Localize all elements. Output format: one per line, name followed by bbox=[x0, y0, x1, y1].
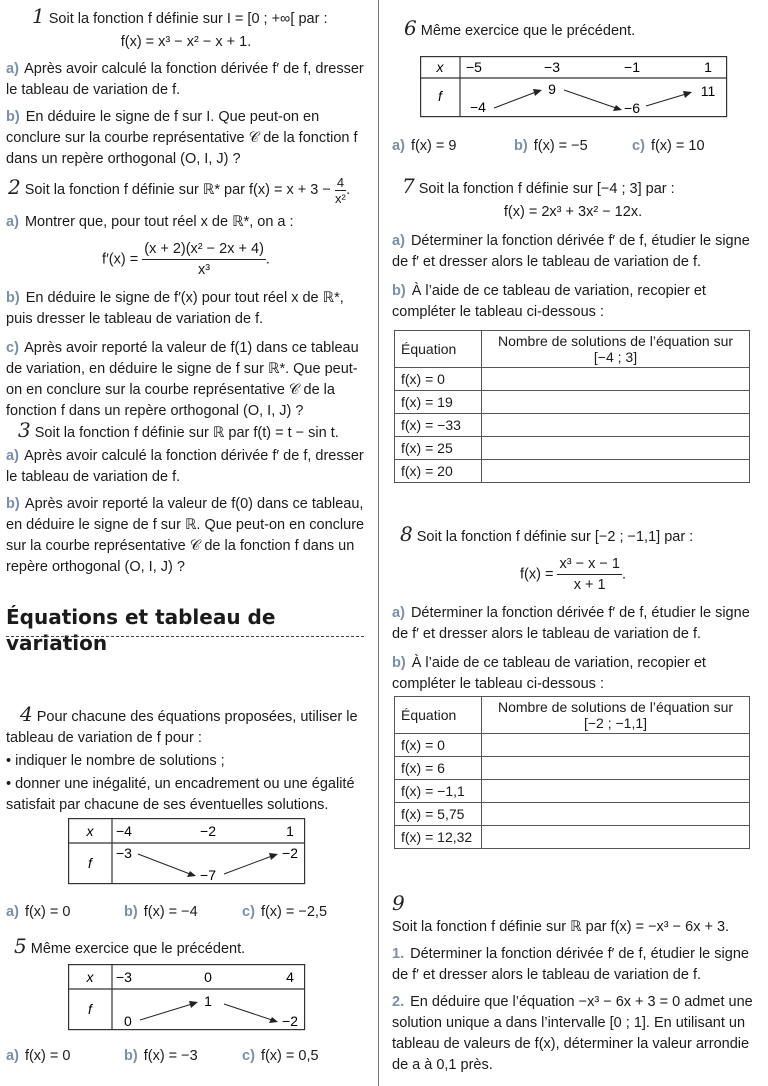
numerator: 4 bbox=[336, 174, 345, 190]
table-row bbox=[395, 803, 750, 826]
exercise-8 bbox=[392, 524, 754, 695]
exercise-intro: Soit la fonction f définie sur ℝ par f(t) = t − sin t. bbox=[34, 425, 339, 441]
exercise-3 bbox=[6, 420, 366, 578]
exercise-number: 8 bbox=[400, 522, 413, 546]
question-label: b) bbox=[392, 283, 406, 299]
question-label: b) bbox=[6, 109, 20, 125]
f-value: −7 bbox=[200, 867, 216, 883]
answer-equation: f(x) = 9 bbox=[410, 138, 457, 154]
answer-a bbox=[6, 902, 70, 923]
answer-cell[interactable] bbox=[482, 803, 750, 826]
table-cell: f(x) = 12,32 bbox=[395, 826, 482, 849]
exercise-number: 6 bbox=[404, 16, 417, 40]
bullet-item: • indiquer le nombre de solutions ; bbox=[6, 753, 225, 769]
question-label: b) bbox=[6, 496, 20, 512]
numerator: (x + 2)(x² − 2x + 4) bbox=[142, 239, 266, 260]
arrow-head bbox=[533, 89, 542, 96]
table-header: Équation bbox=[395, 331, 482, 368]
answer-equation: f(x) = −4 bbox=[143, 904, 198, 920]
f-value: −3 bbox=[116, 845, 132, 861]
f-value: −4 bbox=[470, 99, 486, 115]
table-header: Équation bbox=[395, 697, 482, 734]
answer-label: a) bbox=[392, 138, 405, 154]
answer-c bbox=[242, 902, 327, 923]
table-cell: f(x) = 25 bbox=[395, 437, 482, 460]
arrow-head bbox=[187, 871, 196, 877]
question-label: a) bbox=[6, 61, 19, 77]
variation-table bbox=[420, 56, 730, 120]
f-label: f bbox=[438, 88, 442, 104]
exercise-intro: Soit la fonction f définie sur I = [0 ; +∞[ par : bbox=[48, 11, 328, 27]
exercise-intro: Soit la fonction f définie sur ℝ* par f(x) = x + 3 − bbox=[24, 182, 331, 198]
answer-label: a) bbox=[6, 1048, 19, 1064]
x-value: −2 bbox=[200, 823, 216, 839]
exercise-number: 4 bbox=[20, 702, 33, 726]
table-row bbox=[395, 826, 750, 849]
f-value: −2 bbox=[282, 1013, 298, 1029]
solutions-table bbox=[394, 696, 750, 849]
table-cell: f(x) = 19 bbox=[395, 391, 482, 414]
question-label: a) bbox=[392, 233, 405, 249]
variation-arrow bbox=[224, 856, 272, 874]
section-separator bbox=[6, 636, 364, 637]
fraction bbox=[142, 239, 266, 280]
answer-label: a) bbox=[6, 904, 19, 920]
answer-cell[interactable] bbox=[482, 368, 750, 391]
x-value: 1 bbox=[704, 59, 712, 75]
answer-a bbox=[392, 136, 456, 157]
question-label: a) bbox=[392, 605, 405, 621]
table-row bbox=[395, 414, 750, 437]
fraction bbox=[335, 175, 346, 206]
table-row bbox=[395, 368, 750, 391]
question-text: En déduire que l’équation −x³ − 6x + 3 = 0 admet une solution unique a dans l’intervalle [0 ; 1]. En utilisant un tableau de valeurs de f(x), déterminer la valeur arrondie de a à 0,1 près. bbox=[392, 994, 753, 1073]
arrow-head bbox=[683, 91, 692, 98]
exercise-6 bbox=[404, 18, 635, 42]
punctuation: . bbox=[265, 251, 270, 268]
answer-label: c) bbox=[242, 904, 255, 920]
question-text: À l’aide de ce tableau de variation, recopier et compléter le tableau ci-dessous : bbox=[392, 655, 706, 692]
variation-arrow bbox=[494, 92, 536, 108]
f-value: −2 bbox=[282, 845, 298, 861]
question-text: Déterminer la fonction dérivée f′ de f, étudier le signe de f′ et dresser alors le tableau de variation de f. bbox=[392, 605, 750, 642]
table-cell: f(x) = −1,1 bbox=[395, 780, 482, 803]
answer-equation: f(x) = 10 bbox=[650, 138, 705, 154]
answer-label: b) bbox=[514, 138, 528, 154]
variation-arrow bbox=[564, 90, 616, 108]
exercise-number: 5 bbox=[14, 934, 27, 958]
table-cell: f(x) = −33 bbox=[395, 414, 482, 437]
variation-table bbox=[68, 818, 308, 886]
exercise-intro: Soit la fonction f définie sur [−4 ; 3] par : bbox=[418, 181, 675, 197]
exercise-intro: Soit la fonction f définie sur ℝ par f(x) = −x³ − 6x + 3. bbox=[392, 919, 730, 935]
answer-equation: f(x) = 0,5 bbox=[260, 1048, 319, 1064]
x-value: −1 bbox=[624, 59, 640, 75]
question-text: En déduire le signe de f′(x) pour tout réel x de ℝ*, puis dresser le tableau de variation de f. bbox=[6, 289, 344, 327]
x-value: 4 bbox=[286, 969, 294, 985]
question-label: b) bbox=[6, 289, 20, 306]
answer-equation: f(x) = −2,5 bbox=[260, 904, 328, 920]
question-text: Après avoir reporté la valeur de f(0) dans ce tableau, en déduire le signe de f sur ℝ. Que peut-on en conclure sur la courbe représentative 𝒞 de la fonction f dans un repère orthogonal (O, I, J) ? bbox=[6, 496, 365, 575]
exercise-9 bbox=[392, 892, 754, 1076]
answer-cell[interactable] bbox=[482, 734, 750, 757]
arrow-head bbox=[269, 1017, 278, 1023]
answer-cell[interactable] bbox=[482, 391, 750, 414]
question-text: Déterminer la fonction dérivée f′ de f, étudier le signe de f′ et dresser alors le tableau de variation de f. bbox=[392, 946, 749, 983]
x-label: x bbox=[86, 823, 94, 839]
exercise-7 bbox=[392, 176, 754, 323]
table-cell: f(x) = 6 bbox=[395, 757, 482, 780]
table-row bbox=[395, 460, 750, 483]
table-row bbox=[395, 734, 750, 757]
exercise-intro: Même exercice que le précédent. bbox=[420, 23, 636, 39]
exercise-2 bbox=[6, 172, 366, 422]
answer-cell[interactable] bbox=[482, 826, 750, 849]
question-label: a) bbox=[6, 213, 19, 230]
f-label: f bbox=[88, 1001, 92, 1017]
denominator: x³ bbox=[198, 261, 211, 278]
variation-arrow bbox=[646, 94, 686, 106]
numerator: x³ − x − 1 bbox=[557, 554, 621, 575]
table-cell: f(x) = 5,75 bbox=[395, 803, 482, 826]
answer-c bbox=[242, 1046, 319, 1067]
variation-table bbox=[68, 964, 308, 1032]
exercise-1 bbox=[6, 6, 366, 170]
exercise-intro: Même exercice que le précédent. bbox=[30, 941, 246, 957]
answer-b bbox=[514, 136, 588, 157]
table-row bbox=[395, 437, 750, 460]
question-label: 1. bbox=[392, 946, 405, 962]
denominator: x² bbox=[335, 190, 346, 206]
answer-a bbox=[6, 1046, 70, 1067]
exercise-number: 2 bbox=[8, 175, 21, 199]
exercise-number: 7 bbox=[402, 174, 415, 198]
question-label: a) bbox=[6, 448, 19, 464]
formula-lhs: f′(x) = bbox=[102, 251, 139, 268]
section-title: Équations et tableau de variation bbox=[6, 605, 276, 655]
table-cell: f(x) = 0 bbox=[395, 368, 482, 391]
table-header-row bbox=[395, 697, 750, 734]
f-value: 9 bbox=[548, 81, 556, 97]
exercise-5 bbox=[14, 936, 245, 960]
formula-lhs: f(x) = bbox=[520, 566, 554, 583]
variation-arrow bbox=[224, 1004, 272, 1020]
table-cell: f(x) = 0 bbox=[395, 734, 482, 757]
answer-equation: f(x) = 0 bbox=[24, 904, 71, 920]
arrow-head bbox=[269, 853, 278, 860]
bullet-item: • donner une inégalité, un encadrement ou une égalité satisfait par chacune de ses éventuelles solutions. bbox=[6, 776, 355, 813]
exercise-intro: Pour chacune des équations proposées, utiliser le tableau de variation de f pour : bbox=[6, 709, 358, 746]
solutions-table bbox=[394, 330, 750, 483]
answer-c bbox=[632, 136, 705, 157]
denominator: x + 1 bbox=[573, 577, 606, 593]
table-row bbox=[395, 780, 750, 803]
question-text: Déterminer la fonction dérivée f′ de f, étudier le signe de f′ et dresser alors le tableau de variation de f. bbox=[392, 233, 750, 270]
x-value: −3 bbox=[116, 969, 132, 985]
answer-cell[interactable] bbox=[482, 414, 750, 437]
answer-b bbox=[124, 1046, 198, 1067]
exercise-number: 9 bbox=[392, 891, 405, 915]
function-formula bbox=[392, 554, 754, 595]
fraction bbox=[557, 554, 621, 595]
answer-cell[interactable] bbox=[482, 460, 750, 483]
question-label: c) bbox=[6, 339, 19, 356]
answer-cell[interactable] bbox=[482, 757, 750, 780]
punctuation: . bbox=[346, 182, 351, 198]
answer-b bbox=[124, 902, 198, 923]
question-text: Après avoir calculé la fonction dérivée f′ de f, dresser le tableau de variation de f. bbox=[6, 448, 364, 485]
answer-cell[interactable] bbox=[482, 437, 750, 460]
punctuation: . bbox=[621, 566, 626, 583]
exercise-4 bbox=[6, 704, 366, 816]
question-label: b) bbox=[392, 655, 406, 671]
question-text: Après avoir calculé la fonction dérivée f′ de f, dresser le tableau de variation de f. bbox=[6, 61, 364, 98]
variation-arrow bbox=[138, 854, 190, 874]
answer-equation: f(x) = −3 bbox=[143, 1048, 198, 1064]
question-text: En déduire le signe de f sur I. Que peut-on en conclure sur la courbe représentative 𝒞 de la fonction f dans un repère orthogonal (O, I, J) ? bbox=[6, 109, 358, 167]
question-text: Montrer que, pour tout réel x de ℝ*, on a : bbox=[24, 213, 294, 230]
column-divider bbox=[378, 0, 379, 1086]
answer-label: c) bbox=[242, 1048, 255, 1064]
question-text: Après avoir reporté la valeur de f(1) dans ce tableau de variation, en déduire le signe de f sur ℝ*. Que peut-on en conclure sur la courbe représentative 𝒞 de la fonction f dans un repère orthogonal (O, I, J) ? bbox=[6, 339, 359, 419]
table-header: Nombre de solutions de l’équation sur [−2 ; −1,1] bbox=[482, 697, 750, 734]
arrow-head bbox=[189, 1001, 198, 1008]
answer-label: c) bbox=[632, 138, 645, 154]
exercise-intro: Soit la fonction f définie sur [−2 ; −1,1] par : bbox=[416, 529, 694, 545]
table-cell: f(x) = 20 bbox=[395, 460, 482, 483]
x-value: 0 bbox=[204, 969, 212, 985]
function-formula: f(x) = x³ − x² − x + 1. bbox=[120, 34, 252, 50]
f-value: −6 bbox=[624, 100, 640, 116]
answer-cell[interactable] bbox=[482, 780, 750, 803]
table-row bbox=[395, 391, 750, 414]
answer-label: b) bbox=[124, 1048, 138, 1064]
question-label: 2. bbox=[392, 994, 405, 1010]
x-label: x bbox=[86, 969, 94, 985]
derivative-formula bbox=[6, 239, 366, 280]
x-label: x bbox=[436, 59, 444, 75]
x-value: −5 bbox=[466, 59, 482, 75]
variation-arrow bbox=[140, 1004, 192, 1020]
answer-equation: f(x) = 0 bbox=[24, 1048, 71, 1064]
exercise-number: 1 bbox=[32, 4, 45, 28]
f-label: f bbox=[88, 855, 92, 871]
table-header: Nombre de solutions de l’équation sur [−4 ; 3] bbox=[482, 331, 750, 368]
answer-equation: f(x) = −5 bbox=[533, 138, 588, 154]
answer-label: b) bbox=[124, 904, 138, 920]
question-text: À l’aide de ce tableau de variation, recopier et compléter le tableau ci-dessous : bbox=[392, 283, 706, 320]
f-value: 1 bbox=[204, 993, 212, 1009]
x-value: −4 bbox=[116, 823, 132, 839]
f-value: 11 bbox=[700, 83, 716, 99]
table-row bbox=[395, 757, 750, 780]
x-value: −3 bbox=[544, 59, 560, 75]
f-value: 0 bbox=[124, 1013, 132, 1029]
exercise-number: 3 bbox=[18, 418, 31, 442]
table-header-row bbox=[395, 331, 750, 368]
function-formula: f(x) = 2x³ + 3x² − 12x. bbox=[503, 204, 643, 220]
arrow-head bbox=[613, 105, 622, 111]
x-value: 1 bbox=[286, 823, 294, 839]
